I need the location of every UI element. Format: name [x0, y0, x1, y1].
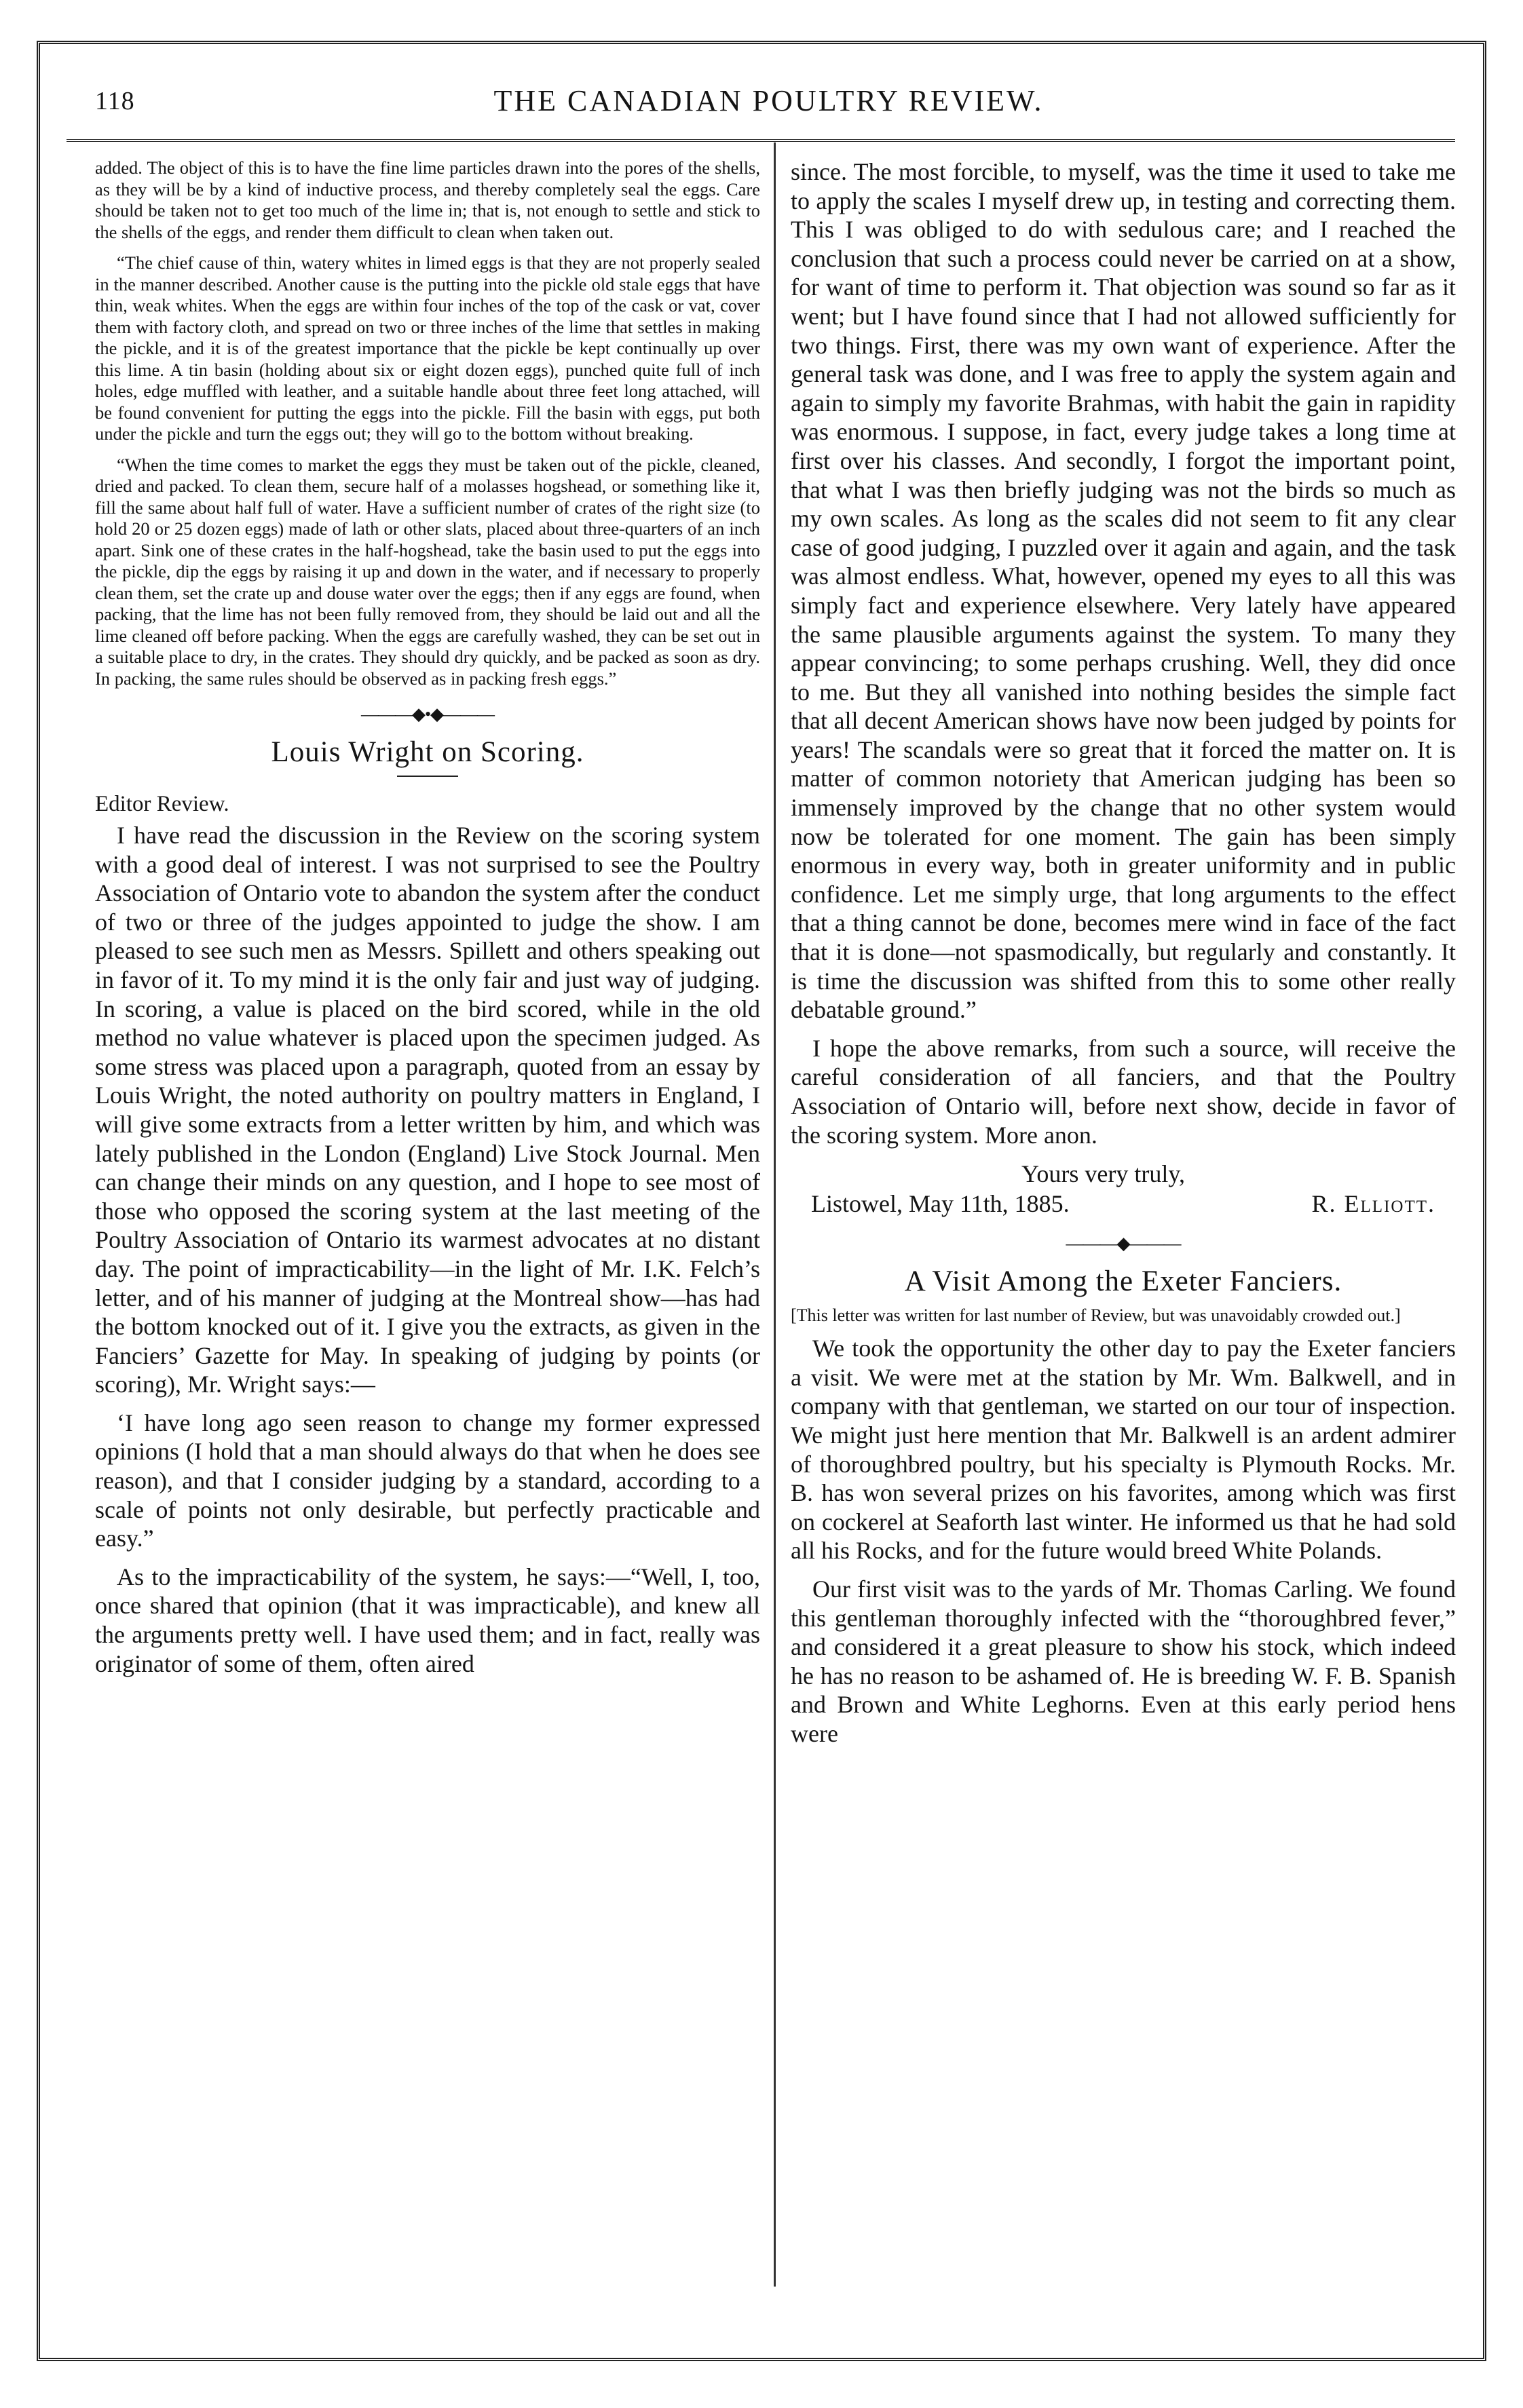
salutation: Editor Review. — [95, 792, 229, 816]
article-paragraph: since. The most forcible, to myself, was the time it used to take me to apply the scales I myself drew up, in testing and correcting them. This I was obliged to do with sedulous care; and I reached the conclusion that such a process could never be carried on at a show, for want of time to perform it. That objection was sound so far as it went; but I have found since that I had not allowed sufficiently for two things. First, there was my own want of experience. After the general task was done, and I was free to apply the system again and again to simply my favorite Brahmas, with habit the gain in rapidity was enormous. I suppose, in fact, every judge takes a long time at first over his classes. And secondly, I forgot the important point, that what I was then briefly judging was not the birds so much as my own scales. As long as the scales did not seem to fit any clear case of good judging, I puzzled over it again and again, and the task was almost endless. What, however, opened my eyes to all this was simply fact and experience elsewhere. Very lately have appeared the same plausible arguments against the system. To many they appear convincing; to some perhaps crushing. Well, they did once to me. But they all vanished into nothing besides the simple fact that all decent American shows have now been judged by points for years! The scandals were so great that it forced the matter on. It is matter of common notoriety that American judging has been so immensely improved by the change that no other system would now be tolerated for one moment. The gain has been simply enormous in every way, both in greater uniformity and in public confidence. Let me simply urge, that long arguments to the effect that a thing cannot be done, becomes mere wind in face of the fact that it is done—not spasmodically, but regularly and constantly. It is time the discussion was shifted from this to some other really debatable ground.” — [791, 158, 1456, 1024]
right-column — [791, 157, 1456, 1758]
page-header — [81, 78, 1456, 136]
signature-name: R. Elliott. — [1311, 1190, 1435, 1218]
egg-quote-paragraph: “The chief cause of thin, watery whites in limed eggs is that they are not properly sealed in the manner described. Another cause is the putting into the pickle old stale eggs that have thin, weak whites. When the eggs are within four inches of the top of the cask or vat, cover them with factory cloth, and spread on two or three inches of the lime that settles in making the pickle, and it is of the greatest importance that the pickle be kept continually up over this lime. A tin basin (holding about six or eight dozen eggs), punched quite full of inch holes, edge muffled with leather, and a suitable handle about three feet long attached, will be found convenient for putting the eggs into the pickle. Fill the basin with eggs, put both under the pickle and turn the eggs out; they will go to the bottom without breaking. — [95, 252, 760, 444]
article-paragraph: We took the opportunity the other day to pay the Exeter fanciers a visit. We were met at the station by Mr. Wm. Balkwell, and in company with that gentleman, we started on our tour of inspection. We might just here mention that Mr. Balkwell is an ardent admirer of thoroughbred poultry, but his specialty is Plymouth Rocks. Mr. B. has won several prizes on his favorites, among which was first on cockerel at Seaforth last winter. He informed us that he had sold all his Rocks, and for the future would breed White Polands. — [791, 1335, 1456, 1565]
column-divider — [774, 142, 776, 2287]
section-ornament: ———◆——— — [1066, 1234, 1181, 1254]
title-rule — [397, 776, 458, 777]
article-title-louis-wright: Louis Wright on Scoring. — [271, 736, 584, 768]
editor-note: [This letter was written for last number of Review, but was unavoidably crowded out.] — [791, 1305, 1401, 1326]
header-rule — [67, 139, 1455, 142]
article-paragraph: Our first visit was to the yards of Mr. Thomas Carling. We found this gentleman thoroughly infected with the “thoroughbred fever,” and considered it a great pleasure to show his stock, which indeed he has no reason to be ashamed of. He is breeding W. F. B. Spanish and Brown and White Leghorns. Even at this early period hens were — [791, 1575, 1456, 1747]
article-title-exeter: A Visit Among the Exeter Fanciers. — [904, 1265, 1342, 1298]
egg-quote-paragraph: “When the time comes to market the eggs they must be taken out of the pickle, cleaned, dried and packed. To clean them, secure half of a molasses hogshead, or something like it, fill the same about half full of water. Have a sufficient number of crates of the right size (to hold 20 or 25 dozen eggs) made of lath or other slats, placed about three-quarters of an inch apart. Sink one of these crates in the half-hogshead, take the basin used to put the eggs into the pickle, dip the eggs by raising it up and down in the water, and if necessary to properly clean them, set the crate up and douse water over the eggs; then if any eggs are found, when packing, that the lime has not been fully removed from, they should be laid out and all the lime cleaned off before packing. When the eggs are carefully washed, they can be set out in a suitable place to dry, in the crates. They should dry quickly, and be packed as soon as dry. In packing, the same rules should be observed as in packing fresh eggs.” — [95, 454, 760, 689]
article-paragraph: As to the impracticability of the system, he says:—“Well, I, too, once shared that opinion (that it was impracticable), and knew all the arguments pretty well. I have used them; and in fact, really was originator of some of them, often aired — [95, 1563, 760, 1677]
letter-closing: Yours very truly, — [1021, 1160, 1186, 1188]
article-paragraph: I hope the above remarks, from such a source, will receive the careful consideration of all fanciers, and that the Poultry Association of Ontario will, before next show, decide in favor of the scoring system. More anon. — [791, 1034, 1456, 1149]
egg-quote-paragraph: added. The object of this is to have the fine lime particles drawn into the pores of the shells, as they will be by a kind of inductive process, and thereby completely seal the eggs. Care should be taken not to get too much of the lime in; that is, not enough to settle and stick to the shells of the eggs, and render them difficult to clean when taken out. — [95, 157, 760, 242]
article-paragraph: I have read the discussion in the Review on the scoring system with a good deal of interest. I was not surprised to see the Poultry Association of Ontario vote to abandon the system after the conduct of two or three of the judges appointed to judge the show. I am pleased to see such men as Messrs. Spillett and others speaking out in favor of it. To my mind it is the only fair and just way of judging. In scoring, a value is placed on the bird scored, while in the old method no value whatever is placed upon the specimen judged. As some stress was placed upon a paragraph, quoted from an essay by Louis Wright, the noted authority on poultry matters in England, I will give some extracts from a letter written by him, and which was lately published in the London (England) Live Stock Journal. Men can change their minds on any question, and I hope to see most of those who opposed the scoring system at the last meeting of the Poultry Association of Ontario its warmest advocates at no distant day. The point of impracticability—in the light of Mr. I.K. Felch’s letter, and of his manner of judging at the Montreal show—has had the bottom knocked out of it. I give you the extracts, as given in the Fanciers’ Gazette for May. In speaking of judging by points (or scoring), Mr. Wright says:— — [95, 822, 760, 1398]
page-number: 118 — [95, 87, 135, 115]
left-column — [95, 157, 760, 1687]
article-paragraph: ‘I have long ago seen reason to change my former expressed opinions (I hold that a man should always do that when he does see reason), and that I consider judging by a standard, according to a scale of points not only desirable, but perfectly practicable and easy.” — [95, 1409, 760, 1552]
signature-place-date: Listowel, May 11th, 1885. — [811, 1190, 1070, 1218]
journal-title: THE CANADIAN POULTRY REVIEW. — [493, 84, 1044, 117]
signature-row — [791, 1189, 1456, 1219]
section-ornament: ———◆•◆——— — [360, 704, 495, 724]
